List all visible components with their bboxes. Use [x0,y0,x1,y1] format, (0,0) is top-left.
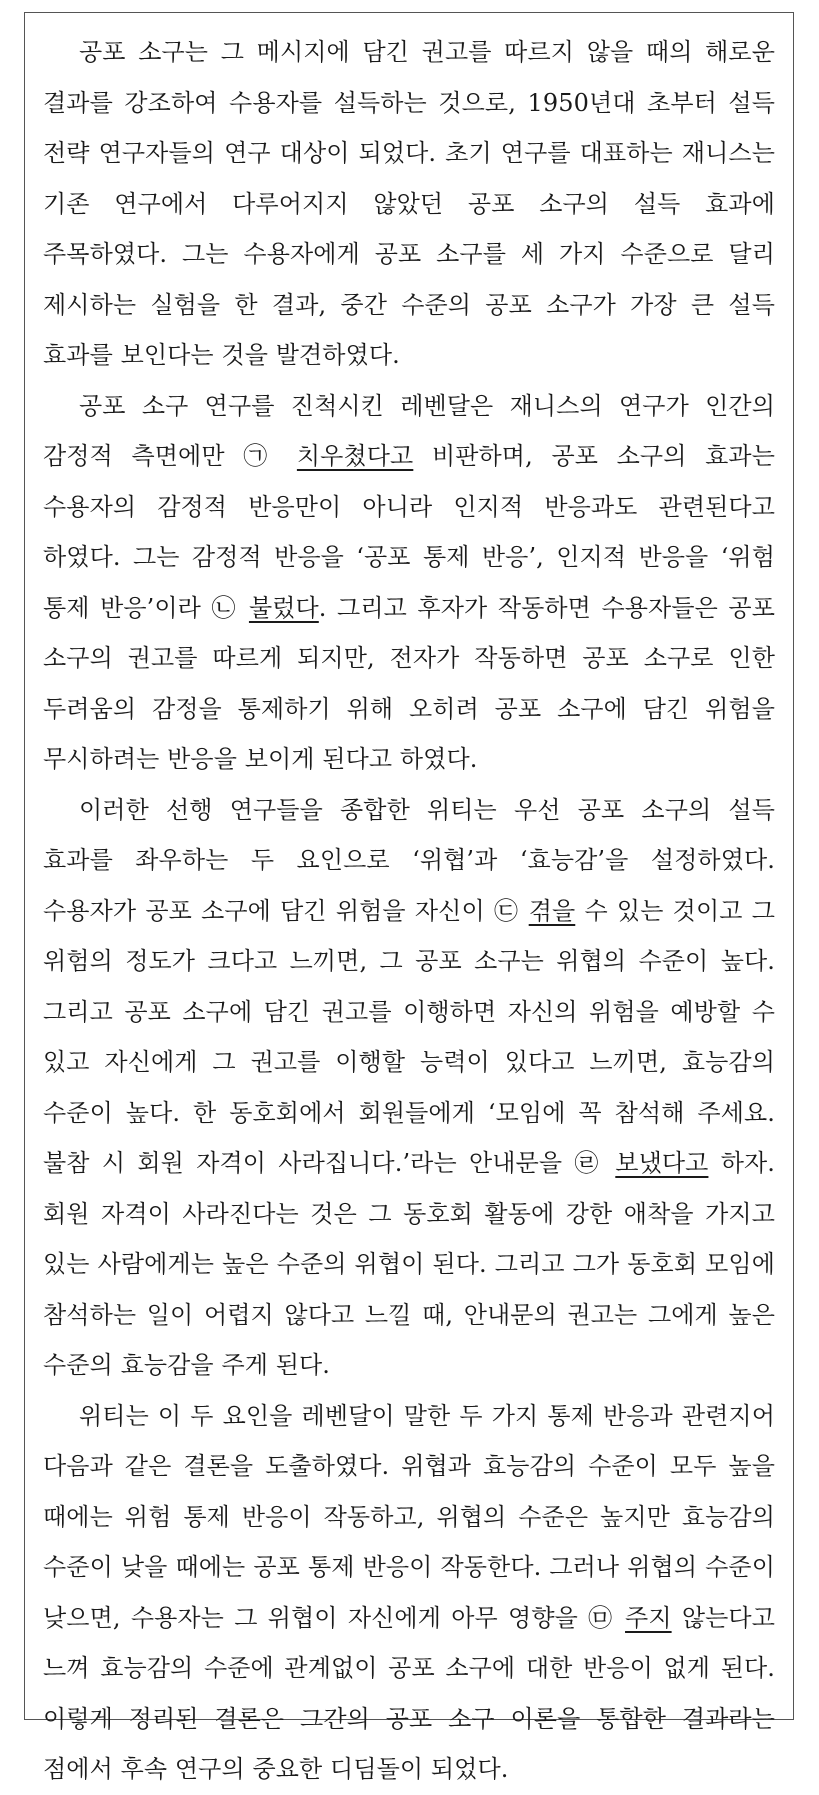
paragraph-text: 공포 소구 연구를 진척시킨 레벤달은 재니스의 연구가 인간의 감정적 측면에만 [43,391,775,470]
paragraph-2 [43,381,775,785]
paragraph-4 [43,1391,775,1795]
passage-box [24,12,794,1783]
underlined-word-giyeok: 치우쳤다고 [296,442,414,470]
marker-giyeok: ㉠ [243,442,297,470]
paragraph-3 [43,785,775,1391]
paragraph-text: 위티는 이 두 요인을 레벤달이 말한 두 가지 통제 반응과 관련지어 다음과 같은 결론을 도출하였다. 위협과 효능감의 수준이 모두 높을 때에는 위험 통제 반응이 작동하고, 위협의 수준은 높지만 효능감의 수준이 낮을 때에는 공포 통제 반응이 작동한다. 그러나 위협의 수준이 낮으면, 수용자는 그 위협이 자신에게 아무 영향을 [43,1401,775,1632]
marker-nieun: ㉡ [211,593,249,622]
paragraph-text: 수 있는 것이고 그 위험의 정도가 크다고 느끼면, 그 공포 소구는 위협의 수준이 높다. 그리고 공포 소구에 담긴 권고를 이행하면 자신의 위험을 예방할 수 있고 자신에게 그 권고를 이행할 능력이 있다고 느끼면, 효능감의 수준이 높다. 한 동호회에서 회원들에게 ‘모임에 꼭 참석해 주세요. 불참 시 회원 자격이 사라집니다.’라는 안내문을 [43,896,775,1177]
marker-digeut: ㉢ [493,896,529,925]
paragraph-text: 않는다고 느껴 효능감의 수준에 관계없이 공포 소구에 대한 반응이 없게 된다. 이렇게 정리된 결론은 그간의 공포 소구 이론을 통합한 결과라는 점에서 후속 연구의 중요한 디딤돌이 되었다. [43,1603,775,1783]
marker-rieul: ㉣ [574,1149,616,1177]
paragraph-text: 공포 소구는 그 메시지에 담긴 권고를 따르지 않을 때의 해로운 결과를 강조하여 수용자를 설득하는 것으로, 1950년대 초부터 설득 전략 연구자들의 연구 대상이 되었다. 초기 연구를 대표하는 재니스는 기존 연구에서 다루어지지 않았던 공포 소구의 설득 효과에 주목하였다. 그는 수용자에게 공포 소구를 세 가지 수준으로 달리 제시하는 실험을 한 결과, 중간 수준의 공포 소구가 가장 큰 설득 효과를 보인다는 것을 발견하였다. [43,38,775,369]
underlined-word-mieum: 주지 [625,1603,672,1632]
paragraph-text: 이러한 선행 연구들을 종합한 위티는 우선 공포 소구의 설득 효과를 좌우하는 두 요인으로 ‘위협’과 ‘효능감’을 설정하였다. 수용자가 공포 소구에 담긴 위험을 자신이 [43,795,775,925]
paragraph-text: . 그리고 후자가 작동하면 수용자들은 공포 소구의 권고를 따르게 되지만, 전자가 작동하면 공포 소구로 인한 두려움의 감정을 통제하기 위해 오히려 공포 소구에 담긴 위험을 무시하려는 반응을 보이게 된다고 하였다. [43,593,775,773]
underlined-word-rieul: 보냈다고 [615,1149,709,1177]
paragraph-1 [43,27,775,381]
paragraph-text: 하자. 회원 자격이 사라진다는 것은 그 동호회 활동에 강한 애착을 가지고 있는 사람에게는 높은 수준의 위협이 된다. 그리고 그가 동호회 모임에 참석하는 일이 어렵지 않다고 느낄 때, 안내문의 권고는 그에게 높은 수준의 효능감을 주게 된다. [43,1149,775,1379]
underlined-word-digeut: 겪을 [528,896,576,925]
marker-mieum: ㉤ [588,1603,626,1632]
underlined-word-nieun: 불렀다 [248,593,319,622]
paragraph-text: 비판하며, 공포 소구의 효과는 수용자의 감정적 반응만이 아니라 인지적 반응과도 관련된다고 하였다. 그는 감정적 반응을 ‘공포 통제 반응’, 인지적 반응을 ‘위험 통제 반응’이라 [43,442,775,622]
